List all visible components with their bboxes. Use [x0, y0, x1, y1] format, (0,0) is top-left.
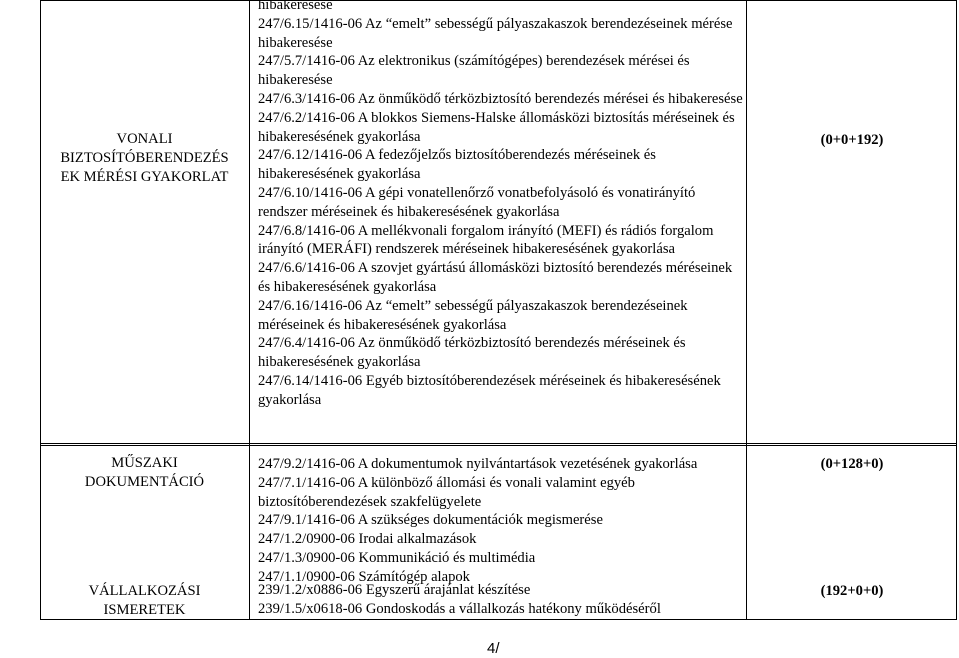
table-right-border [956, 0, 957, 620]
topic-item: 239/1.2/x0886-06 Egyszerű árajánlat készítése [258, 582, 531, 598]
subject-line: DOKUMENTÁCIÓ [84, 474, 205, 490]
topics-cell-muszaki [258, 455, 744, 587]
topic-item: hibakeresése [258, 0, 333, 13]
topic-item: 247/1.3/0900-06 Kommunikáció és multimédia [258, 549, 536, 566]
topic-item: 247/9.1/1416-06 A szükséges dokumentációk megismerése [258, 512, 603, 529]
topic-item: 247/6.14/1416-06 Egyéb biztosítóberendezések méréseinek és hibakeresésének gyakorlása [258, 372, 721, 408]
table-left-border [40, 0, 41, 620]
hours-cell-vallalkozasi: (192+0+0) [820, 583, 884, 599]
col-divider-2 [746, 0, 747, 620]
topic-item: 247/5.7/1416-06 Az elektronikus (számítógépes) berendezések mérései és hibakeresése [258, 53, 690, 89]
subject-cell-vallalkozasi [41, 582, 248, 620]
topic-item: 247/1.1/0900-06 Számítógép alapok [258, 568, 470, 585]
topic-item: 247/1.2/0900-06 Irodai alkalmazások [258, 531, 477, 548]
hours-cell-vonali: (0+0+192) [820, 132, 884, 148]
subject-line: EK MÉRÉSI GYAKORLAT [60, 169, 229, 185]
topics-cell-vallalkozasi [258, 581, 744, 619]
topic-item: 247/9.2/1416-06 A dokumentumok nyilvántartások vezetésének gyakorlása [258, 456, 698, 472]
topic-item: 247/6.2/1416-06 A blokkos Siemens-Halske állomásközi biztosítás méréseinek és hibakeresésének gyakorlása [258, 109, 735, 145]
page-number: 4/ [487, 640, 500, 657]
hours-cell-muszaki: (0+128+0) [820, 456, 884, 472]
topic-item: 247/6.15/1416-06 Az “emelt” sebességű pályaszakaszok berendezéseinek mérése hibakeresése [258, 15, 733, 51]
topic-item: 247/6.4/1416-06 Az önműködő térközbiztosító berendezés méréseinek és hibakeresésének gyakorlása [258, 335, 686, 371]
topics-cell-vonali [258, 0, 744, 410]
topic-item: 247/6.3/1416-06 Az önműködő térközbiztosító berendezés mérései és hibakeresése [258, 90, 743, 107]
subject-line: ISMERETEK [103, 602, 186, 618]
topic-item: 247/6.16/1416-06 Az “emelt” sebességű pályaszakaszok berendezéseinek méréseinek és hibakeresésének gyakorlása [258, 297, 688, 333]
topic-item: 247/6.6/1416-06 A szovjet gyártású állomásközi biztosító berendezés méréseinek és hibakeresésének gyakorlása [258, 260, 733, 295]
subject-cell-muszaki [41, 454, 248, 492]
subject-line: MŰSZAKI [111, 455, 178, 471]
subject-line: VÁLLALKOZÁSI [88, 583, 201, 599]
topic-item: 247/6.8/1416-06 A mellékvonali forgalom irányító (MEFI) és rádiós forgalom irányító (MERÁFI) rendszerek méréseinek hibakeresésének gyakorlása [258, 222, 714, 258]
topic-item: 247/7.1/1416-06 A különböző állomási és vonali valamint egyéb biztosítóberendezések szakfelügyelete [258, 474, 635, 510]
subject-line: BIZTOSÍTÓBERENDEZÉS [60, 150, 229, 166]
subject-cell-vonali [41, 130, 248, 187]
topic-item: 247/6.12/1416-06 A fedezőjelzős biztosítóberendezés méréseinek és hibakeresésének gyakorlása [258, 147, 656, 183]
topic-item: 247/6.10/1416-06 A gépi vonatellenőrző vonatbefolyásoló és vonatirányító rendszer méréseinek és hibakeresésének gyakorlása [258, 184, 696, 220]
col-divider-1 [249, 0, 250, 620]
subject-line: VONALI [116, 131, 173, 147]
topic-item: 239/1.5/x0618-06 Gondoskodás a vállalkozás hatékony működéséről [258, 600, 661, 617]
row-divider-2 [40, 445, 957, 446]
row-divider-1 [40, 443, 957, 444]
